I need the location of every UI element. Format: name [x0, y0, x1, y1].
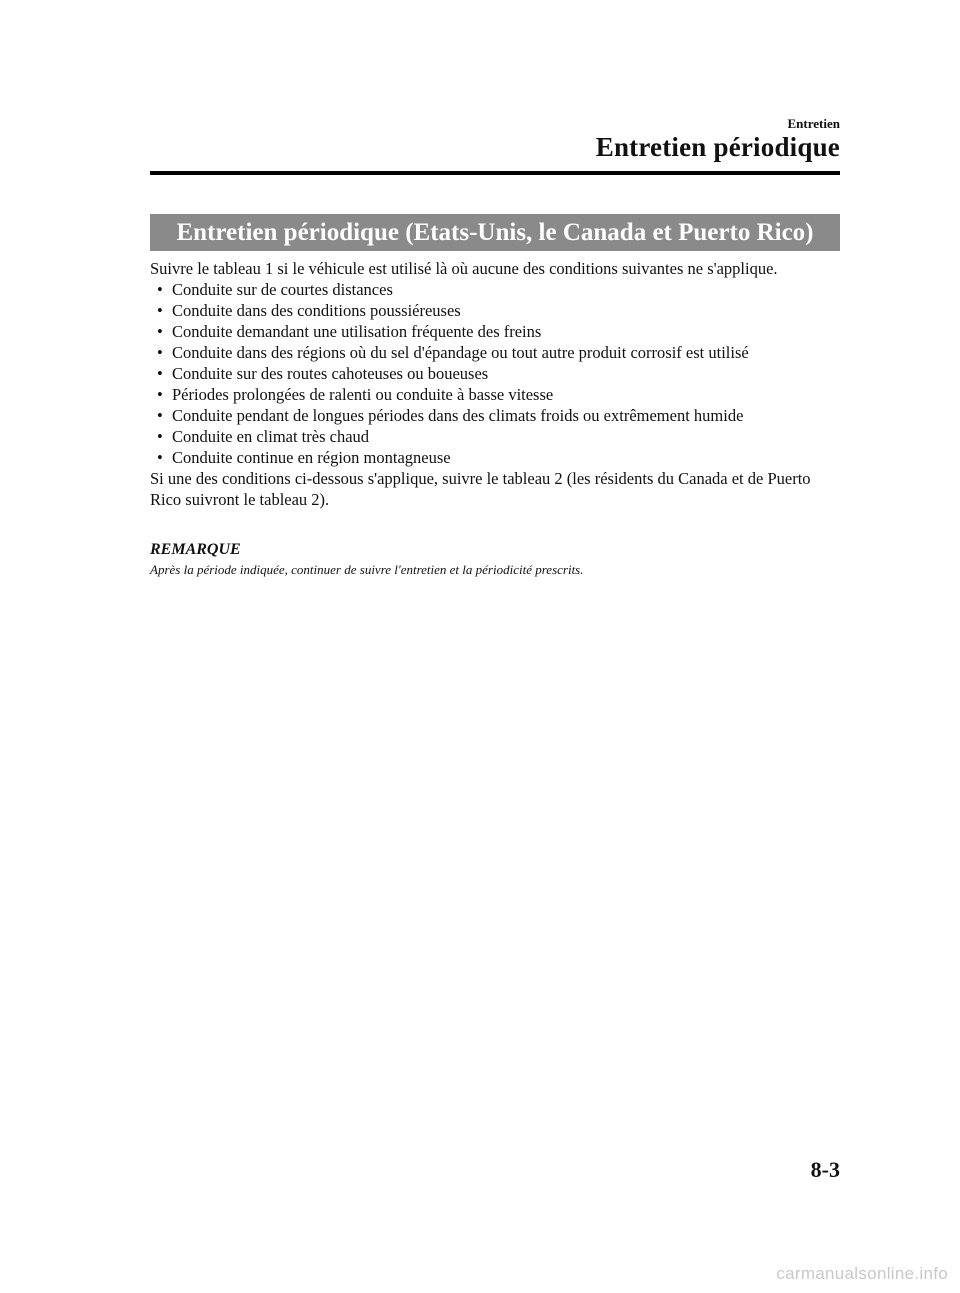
bullet-icon: •	[157, 406, 163, 425]
bullet-icon: •	[157, 343, 163, 362]
note-text: Après la période indiquée, continuer de suivre l'entretien et la périodicité prescrits.	[150, 562, 584, 577]
bullet-icon: •	[157, 301, 163, 320]
bullet-icon: •	[157, 448, 163, 467]
list-item-text: Conduite en climat très chaud	[172, 427, 370, 446]
list-item-text: Conduite continue en région montagneuse	[172, 448, 451, 467]
chapter-label: Entretien	[787, 116, 840, 131]
bullet-icon: •	[157, 385, 163, 404]
list-item-text: Conduite dans des régions où du sel d'épandage ou tout autre produit corrosif est utilisé	[172, 343, 749, 362]
intro-paragraph: Suivre le tableau 1 si le véhicule est utilisé là où aucune des conditions suivantes ne s'applique.	[150, 259, 778, 278]
list-item-text: Conduite pendant de longues périodes dans des climats froids ou extrêmement humide	[172, 406, 744, 425]
list-item-text: Conduite sur des routes cahoteuses ou boueuses	[172, 364, 489, 383]
list-item	[150, 300, 840, 321]
watermark-link[interactable]: carmanualsonline.info	[776, 1264, 948, 1283]
bullet-icon: •	[157, 364, 163, 383]
list-item	[150, 363, 840, 384]
list-item-text: Périodes prolongées de ralenti ou conduite à basse vitesse	[172, 385, 554, 404]
section-banner-title: Entretien périodique (Etats-Unis, le Canada et Puerto Rico)	[150, 214, 840, 251]
list-item	[150, 321, 840, 342]
note-title: REMARQUE	[150, 541, 241, 558]
section-heading: Entretien périodique	[595, 132, 840, 162]
list-item	[150, 384, 840, 405]
body-content	[150, 258, 840, 510]
list-item	[150, 342, 840, 363]
list-item-text: Conduite sur de courtes distances	[172, 280, 393, 299]
list-item-text: Conduite dans des conditions poussiéreuses	[172, 301, 461, 320]
list-item-text: Conduite demandant une utilisation fréquente des freins	[172, 322, 542, 341]
list-item	[150, 405, 840, 426]
list-item	[150, 279, 840, 300]
bullet-icon: •	[157, 322, 163, 341]
list-item	[150, 426, 840, 447]
header-rule	[150, 171, 840, 175]
list-item	[150, 447, 840, 468]
conditions-list	[150, 279, 840, 468]
note-box	[150, 540, 840, 579]
page-number: 8-3	[810, 1157, 840, 1182]
bullet-icon: •	[157, 280, 163, 299]
bullet-icon: •	[157, 427, 163, 446]
outro-paragraph: Si une des conditions ci-dessous s'applique, suivre le tableau 2 (les résidents du Canada et de Puerto Rico suivront le tableau 2).	[150, 469, 811, 509]
